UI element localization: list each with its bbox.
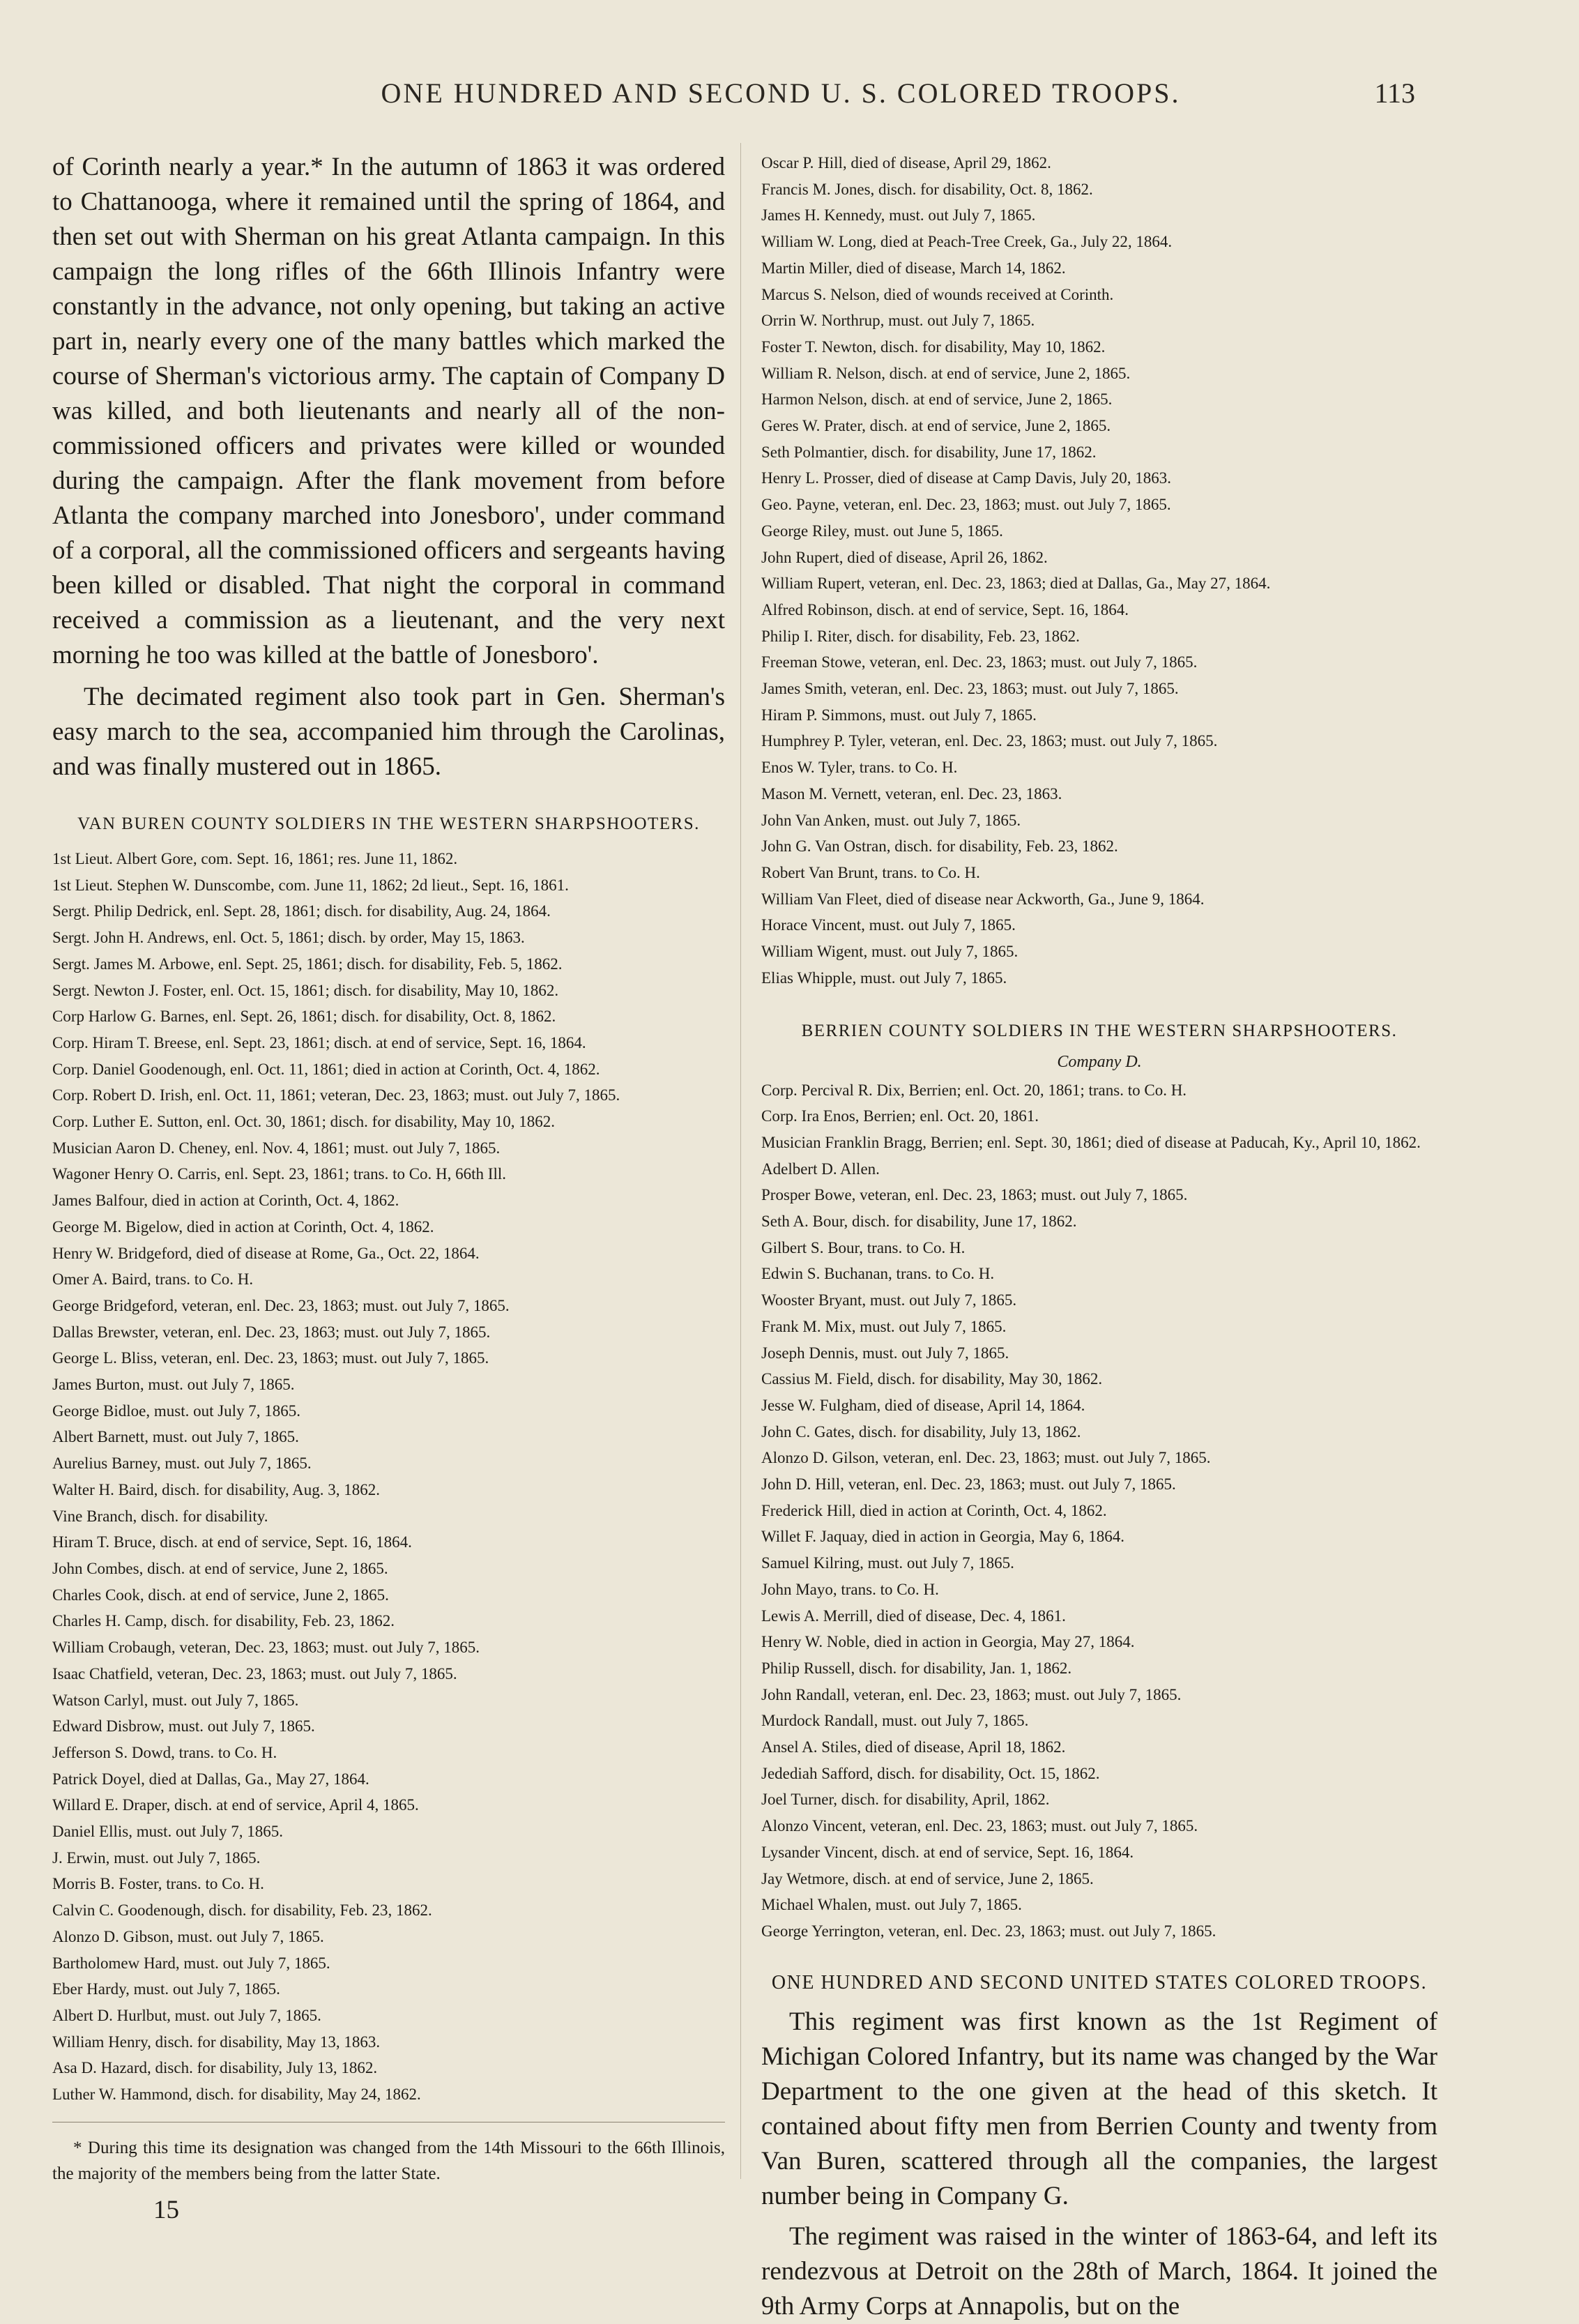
right-column: [761, 150, 1437, 2324]
roster-entry: Patrick Doyel, died at Dallas, Ga., May 27, 1864.: [52, 1770, 369, 1788]
roster-entry: George Bridgeford, veteran, enl. Dec. 23, 1863; must. out July 7, 1865.: [52, 1296, 510, 1314]
roster-entry: Isaac Chatfield, veteran, Dec. 23, 1863; must. out July 7, 1865.: [52, 1664, 457, 1683]
roster-entry: John Rupert, died of disease, April 26, 1862.: [761, 548, 1048, 566]
roster-entry: Oscar P. Hill, died of disease, April 29, 1862.: [761, 154, 1051, 172]
roster-entry: Murdock Randall, must. out July 7, 1865.: [761, 1712, 1029, 1730]
roster-entry: Musician Franklin Bragg, Berrien; enl. Sept. 30, 1861; died of disease at Paducah, Ky., April 10, 1862.: [761, 1133, 1421, 1151]
roster-entry: Horace Vincent, must. out July 7, 1865.: [761, 916, 1016, 934]
roster-entry: Dallas Brewster, veteran, enl. Dec. 23, 1863; must. out July 7, 1865.: [52, 1323, 491, 1341]
roster-entry: Corp Harlow G. Barnes, enl. Sept. 26, 1861; disch. for disability, Oct. 8, 1862.: [52, 1008, 556, 1026]
roster-entry: James H. Kennedy, must. out July 7, 1865.: [761, 206, 1036, 225]
roster-entry: Jefferson S. Dowd, trans. to Co. H.: [52, 1743, 277, 1761]
roster-entry: Marcus S. Nelson, died of wounds received at Corinth.: [761, 285, 1114, 303]
body-paragraph: The decimated regiment also took part in Gen. Sherman's easy march to the sea, accompanied him through the Carolinas, and was finally mustered out in 1865.: [52, 683, 725, 781]
roster-entry: John C. Gates, disch. for disability, July 13, 1862.: [761, 1422, 1081, 1441]
body-paragraph: The regiment was raised in the winter of 1863-64, and left its rendezvous at Detroit on the 28th of March, 1864. It joined the 9th Army Corps at Annapolis, but on the: [761, 2222, 1437, 2321]
roster-entry: Calvin C. Goodenough, disch. for disability, Feb. 23, 1862.: [52, 1901, 432, 1920]
roster-entry: Jay Wetmore, disch. at end of service, June 2, 1865.: [761, 1869, 1094, 1888]
roster-entry: Sergt. Newton J. Foster, enl. Oct. 15, 1861; disch. for disability, May 10, 1862.: [52, 981, 559, 999]
roster-entry: Seth A. Bour, disch. for disability, June 17, 1862.: [761, 1213, 1077, 1231]
roster-entry: Corp. Robert D. Irish, enl. Oct. 11, 1861; veteran, Dec. 23, 1863; must. out July 7, 1865.: [52, 1086, 620, 1104]
roster-entry: Cassius M. Field, disch. for disability, May 30, 1862.: [761, 1370, 1103, 1388]
roster-entry: Vine Branch, disch. for disability.: [52, 1507, 268, 1525]
roster-entry: 1st Lieut. Stephen W. Dunscombe, com. June 11, 1862; 2d lieut., Sept. 16, 1861.: [52, 876, 569, 894]
roster-entry: Michael Whalen, must. out July 7, 1865.: [761, 1896, 1022, 1914]
roster-entry: Luther W. Hammond, disch. for disability, May 24, 1862.: [52, 2086, 421, 2104]
van-buren-roster: [52, 846, 725, 2108]
roster-entry: Enos W. Tyler, trans. to Co. H.: [761, 759, 958, 777]
roster-entry: Bartholomew Hard, must. out July 7, 1865.: [52, 1954, 330, 1972]
body-paragraph: This regiment was first known as the 1st Regiment of Michigan Colored Infantry, but its name was changed by the War Department to the one given at the head of this sketch. It contained about fifty men from Berrien County and twenty from Van Buren, scattered through all the companies, the largest number being in Company G.: [761, 2007, 1437, 2210]
roster-entry: Elias Whipple, must. out July 7, 1865.: [761, 969, 1007, 987]
roster-entry: William Van Fleet, died of disease near Ackworth, Ga., June 9, 1864.: [761, 890, 1205, 908]
roster-entry: Geo. Payne, veteran, enl. Dec. 23, 1863; must. out July 7, 1865.: [761, 496, 1171, 514]
roster-entry: Seth Polmantier, disch. for disability, June 17, 1862.: [761, 443, 1097, 461]
roster-entry: Philip I. Riter, disch. for disability, Feb. 23, 1862.: [761, 627, 1080, 645]
roster-entry: Aurelius Barney, must. out July 7, 1865.: [52, 1455, 312, 1473]
roster-entry: Jedediah Safford, disch. for disability, Oct. 15, 1862.: [761, 1764, 1100, 1782]
roster-entry: Foster T. Newton, disch. for disability, May 10, 1862.: [761, 337, 1106, 356]
roster-entry: Frank M. Mix, must. out July 7, 1865.: [761, 1317, 1007, 1335]
left-column: [52, 150, 725, 2225]
roster-entry: Henry W. Bridgeford, died of disease at Rome, Ga., Oct. 22, 1864.: [52, 1244, 480, 1262]
roster-entry: Alonzo Vincent, veteran, enl. Dec. 23, 1863; must. out July 7, 1865.: [761, 1817, 1198, 1835]
roster-entry: John Mayo, trans. to Co. H.: [761, 1580, 939, 1598]
roster-entry: Alfred Robinson, disch. at end of service, Sept. 16, 1864.: [761, 600, 1129, 618]
roster-entry: Humphrey P. Tyler, veteran, enl. Dec. 23, 1863; must. out July 7, 1865.: [761, 732, 1218, 750]
roster-entry: J. Erwin, must. out July 7, 1865.: [52, 1848, 261, 1867]
roster-entry: Samuel Kilring, must. out July 7, 1865.: [761, 1554, 1014, 1572]
roster-entry: Mason M. Vernett, veteran, enl. Dec. 23, 1863.: [761, 784, 1062, 803]
roster-entry: Francis M. Jones, disch. for disability, Oct. 8, 1862.: [761, 180, 1093, 198]
van-buren-heading: VAN BUREN COUNTY SOLDIERS IN THE WESTERN SHARPSHOOTERS.: [77, 814, 700, 833]
roster-entry: John Van Anken, must. out July 7, 1865.: [761, 811, 1021, 829]
roster-entry: John G. Van Ostran, disch. for disability, Feb. 23, 1862.: [761, 837, 1118, 856]
roster-entry: Freeman Stowe, veteran, enl. Dec. 23, 1863; must. out July 7, 1865.: [761, 653, 1198, 671]
roster-entry: William Crobaugh, veteran, Dec. 23, 1863; must. out July 7, 1865.: [52, 1639, 480, 1657]
roster-entry: Sergt. Philip Dedrick, enl. Sept. 28, 1861; disch. for disability, Aug. 24, 1864.: [52, 902, 551, 920]
footnote: * During this time its designation was changed from the 14th Missouri to the 66th Illinois, the majority of the members being from the latter State.: [52, 2138, 725, 2183]
roster-entry: Charles Cook, disch. at end of service, June 2, 1865.: [52, 1586, 389, 1604]
roster-entry: Corp. Daniel Goodenough, enl. Oct. 11, 1861; died in action at Corinth, Oct. 4, 1862.: [52, 1060, 600, 1078]
roster-entry: Watson Carlyl, must. out July 7, 1865.: [52, 1691, 299, 1709]
roster-entry: Corp. Ira Enos, Berrien; enl. Oct. 20, 1861.: [761, 1107, 1039, 1125]
roster-entry: Lysander Vincent, disch. at end of service, Sept. 16, 1864.: [761, 1843, 1134, 1861]
roster-entry: Geres W. Prater, disch. at end of service, June 2, 1865.: [761, 417, 1111, 435]
body-paragraph: of Corinth nearly a year.* In the autumn of 1863 it was ordered to Chattanooga, where it remained until the spring of 1864, and then set out with Sherman on his great Atlanta campaign. In this campaign the long rifles of the 66th Illinois Infantry were constantly in the advance, not only opening, but taking an active part in, nearly every one of the many battles which marked the course of Sherman's victorious army. The captain of Company D was killed, and both lieutenants and nearly all of the non-commissioned officers and privates were killed or wounded during the campaign. After the flank movement from before Atlanta the company marched into Jonesboro', under command of a corporal, all the commissioned officers and sergeants having been killed or disabled. That night the corporal in command received a commission as a lieutenant, and the very next morning he too was killed at the battle of Jonesboro'.: [52, 153, 725, 669]
running-title: ONE HUNDRED AND SECOND U. S. COLORED TROOPS.: [381, 77, 1181, 109]
roster-entry: Wooster Bryant, must. out July 7, 1865.: [761, 1291, 1017, 1309]
roster-entry: Sergt. James M. Arbowe, enl. Sept. 25, 1861; disch. for disability, Feb. 5, 1862.: [52, 955, 563, 973]
roster-entry: Adelbert D. Allen.: [761, 1160, 880, 1178]
colored-troops-heading: ONE HUNDRED AND SECOND UNITED STATES COLORED TROOPS.: [771, 1971, 1428, 1993]
roster-entry: George L. Bliss, veteran, enl. Dec. 23, 1863; must. out July 7, 1865.: [52, 1349, 489, 1367]
roster-entry: Daniel Ellis, must. out July 7, 1865.: [52, 1823, 283, 1841]
company-subheading: Company D.: [1057, 1052, 1142, 1071]
van-buren-roster-continued: [761, 150, 1437, 992]
roster-entry: George Riley, must. out June 5, 1865.: [761, 522, 1003, 540]
roster-entry: Omer A. Baird, trans. to Co. H.: [52, 1270, 254, 1289]
roster-entry: George M. Bigelow, died in action at Corinth, Oct. 4, 1862.: [52, 1217, 434, 1236]
roster-entry: Jesse W. Fulgham, died of disease, April 14, 1864.: [761, 1396, 1085, 1414]
berrien-heading: BERRIEN COUNTY SOLDIERS IN THE WESTERN SHARPSHOOTERS.: [801, 1021, 1398, 1040]
roster-entry: William R. Nelson, disch. at end of service, June 2, 1865.: [761, 364, 1131, 382]
roster-entry: Joseph Dennis, must. out July 7, 1865.: [761, 1344, 1009, 1362]
roster-entry: Albert D. Hurlbut, must. out July 7, 1865.: [52, 2006, 321, 2024]
roster-entry: Edwin S. Buchanan, trans. to Co. H.: [761, 1265, 995, 1283]
roster-entry: James Smith, veteran, enl. Dec. 23, 1863; must. out July 7, 1865.: [761, 680, 1179, 698]
roster-entry: John Combes, disch. at end of service, June 2, 1865.: [52, 1559, 388, 1577]
roster-entry: Hiram P. Simmons, must. out July 7, 1865.: [761, 706, 1037, 724]
roster-entry: John D. Hill, veteran, enl. Dec. 23, 1863; must. out July 7, 1865.: [761, 1475, 1176, 1494]
roster-entry: Hiram T. Bruce, disch. at end of service, Sept. 16, 1864.: [52, 1533, 412, 1551]
roster-entry: James Burton, must. out July 7, 1865.: [52, 1376, 295, 1394]
roster-entry: Prosper Bowe, veteran, enl. Dec. 23, 1863; must. out July 7, 1865.: [761, 1186, 1188, 1204]
page-header: [105, 77, 1429, 119]
roster-entry: Wagoner Henry O. Carris, enl. Sept. 23, 1861; trans. to Co. H, 66th Ill.: [52, 1165, 506, 1183]
roster-entry: Alonzo D. Gibson, must. out July 7, 1865.: [52, 1927, 324, 1945]
roster-entry: Martin Miller, died of disease, March 14, 1862.: [761, 259, 1066, 277]
roster-entry: William Henry, disch. for disability, May 13, 1863.: [52, 2033, 381, 2051]
roster-entry: Edward Disbrow, must. out July 7, 1865.: [52, 1717, 315, 1736]
roster-entry: Henry W. Noble, died in action in Georgia, May 27, 1864.: [761, 1633, 1135, 1651]
roster-entry: Ansel A. Stiles, died of disease, April 18, 1862.: [761, 1738, 1066, 1756]
roster-entry: William Wigent, must. out July 7, 1865.: [761, 943, 1019, 961]
roster-entry: Henry L. Prosser, died of disease at Camp Davis, July 20, 1863.: [761, 469, 1172, 487]
roster-entry: James Balfour, died in action at Corinth, Oct. 4, 1862.: [52, 1192, 399, 1210]
signature-mark: 15: [153, 2195, 179, 2224]
roster-entry: George Bidloe, must. out July 7, 1865.: [52, 1402, 301, 1420]
roster-entry: William W. Long, died at Peach-Tree Creek, Ga., July 22, 1864.: [761, 233, 1173, 251]
column-divider: [740, 143, 741, 2179]
roster-entry: Robert Van Brunt, trans. to Co. H.: [761, 863, 980, 881]
roster-entry: Corp. Luther E. Sutton, enl. Oct. 30, 1861; disch. for disability, May 10, 1862.: [52, 1113, 556, 1131]
roster-entry: Frederick Hill, died in action at Corinth, Oct. 4, 1862.: [761, 1501, 1107, 1519]
roster-entry: Willard E. Draper, disch. at end of service, April 4, 1865.: [52, 1796, 419, 1814]
roster-entry: Orrin W. Northrup, must. out July 7, 1865.: [761, 312, 1035, 330]
roster-entry: Walter H. Baird, disch. for disability, Aug. 3, 1862.: [52, 1480, 381, 1498]
roster-entry: Philip Russell, disch. for disability, Jan. 1, 1862.: [761, 1659, 1072, 1677]
roster-entry: Alonzo D. Gilson, veteran, enl. Dec. 23, 1863; must. out July 7, 1865.: [761, 1449, 1211, 1467]
roster-entry: William Rupert, veteran, enl. Dec. 23, 1863; died at Dallas, Ga., May 27, 1864.: [761, 575, 1271, 593]
roster-entry: Harmon Nelson, disch. at end of service, June 2, 1865.: [761, 390, 1113, 409]
roster-entry: George Yerrington, veteran, enl. Dec. 23, 1863; must. out July 7, 1865.: [761, 1922, 1216, 1940]
roster-entry: Morris B. Foster, trans. to Co. H.: [52, 1875, 264, 1893]
roster-entry: Musician Aaron D. Cheney, enl. Nov. 4, 1861; must. out July 7, 1865.: [52, 1139, 501, 1157]
berrien-roster: [761, 1077, 1437, 1945]
roster-entry: Corp. Percival R. Dix, Berrien; enl. Oct. 20, 1861; trans. to Co. H.: [761, 1081, 1187, 1099]
roster-entry: Charles H. Camp, disch. for disability, Feb. 23, 1862.: [52, 1612, 395, 1630]
roster-entry: Albert Barnett, must. out July 7, 1865.: [52, 1428, 299, 1446]
roster-entry: Corp. Hiram T. Breese, enl. Sept. 23, 1861; disch. at end of service, Sept. 16, 1864.: [52, 1033, 586, 1051]
roster-entry: Asa D. Hazard, disch. for disability, July 13, 1862.: [52, 2059, 378, 2077]
roster-entry: Lewis A. Merrill, died of disease, Dec. 4, 1861.: [761, 1607, 1066, 1625]
roster-entry: 1st Lieut. Albert Gore, com. Sept. 16, 1861; res. June 11, 1862.: [52, 850, 458, 867]
roster-entry: Gilbert S. Bour, trans. to Co. H.: [761, 1238, 966, 1256]
roster-entry: John Randall, veteran, enl. Dec. 23, 1863; must. out July 7, 1865.: [761, 1685, 1182, 1703]
page-number: 113: [1374, 77, 1415, 109]
roster-entry: Sergt. John H. Andrews, enl. Oct. 5, 1861; disch. by order, May 15, 1863.: [52, 929, 525, 947]
roster-entry: Eber Hardy, must. out July 7, 1865.: [52, 1980, 280, 1998]
roster-entry: Willet F. Jaquay, died in action in Georgia, May 6, 1864.: [761, 1528, 1125, 1546]
roster-entry: Joel Turner, disch. for disability, April, 1862.: [761, 1791, 1050, 1809]
